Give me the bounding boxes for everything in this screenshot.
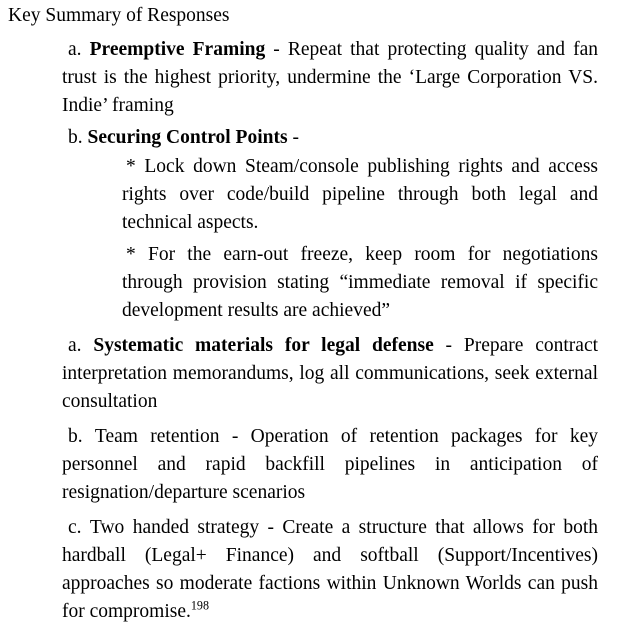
paragraph-item-a-systematic-materials	[62, 332, 598, 416]
bold-label: Preemptive Framing	[89, 39, 266, 60]
sub-item-list	[122, 153, 598, 325]
sub-item-text: For the earn-out freeze, keep room for negotiations through provision stating “immediate removal if specific development results are achieved”	[122, 244, 598, 321]
spacer	[82, 335, 94, 356]
separator: -	[265, 39, 288, 60]
paragraph-body: Team retention - Operation of retention packages for key personnel and rapid backfill pipelines in anticipation of resignation/departure scenarios	[62, 426, 598, 503]
paragraph-item-a-preemptive-framing	[62, 36, 598, 120]
asterisk-bullet-icon: *	[126, 244, 136, 265]
paragraph-body: Two handed strategy - Create a structure that allows for both hardball (Legal+ Finance) and softball (Support/Incentives) approaches so moderate factions within Unknown Worlds can push for compromise.	[62, 517, 599, 622]
asterisk-bullet-icon: *	[126, 156, 136, 177]
spacer-divider	[62, 325, 598, 332]
separator: -	[287, 127, 299, 148]
spacer-divider	[62, 507, 598, 514]
paragraph-item-c-two-handed-strategy	[62, 514, 598, 626]
spacer	[82, 39, 90, 60]
spacer	[82, 517, 90, 538]
paragraph-item-b-team-retention	[62, 423, 598, 507]
list-marker: b.	[68, 426, 83, 447]
paragraph-body: Prepare contract interpretation memorandums, log all communications, seek external consultation	[62, 335, 599, 412]
list-marker: b.	[68, 127, 83, 148]
bold-label: Securing Control Points	[87, 127, 288, 148]
separator: -	[433, 335, 464, 356]
list-marker: a.	[68, 335, 82, 356]
paragraph-item-b-securing-control-points	[62, 124, 598, 152]
page-title: Key Summary of Responses	[8, 5, 230, 26]
list-marker: c.	[68, 517, 82, 538]
paragraph-sub-lock-down-publishing-rights	[122, 153, 598, 237]
bold-label: Systematic materials for legal defense	[93, 335, 434, 356]
list-marker: a.	[68, 39, 82, 60]
sub-item-text: Lock down Steam/console publishing rights and access rights over code/build pipeline through both legal and technical aspects.	[122, 156, 599, 233]
document-body	[62, 36, 598, 626]
spacer	[83, 426, 95, 447]
paragraph-body: Repeat that protecting quality and fan trust is the highest priority, undermine the ‘Large Corporation VS. Indie’ framing	[62, 39, 598, 116]
footnote-reference[interactable]: 198	[190, 598, 210, 613]
spacer-divider	[62, 416, 598, 423]
spacer	[136, 244, 148, 265]
paragraph-sub-earn-out-freeze	[122, 241, 598, 325]
